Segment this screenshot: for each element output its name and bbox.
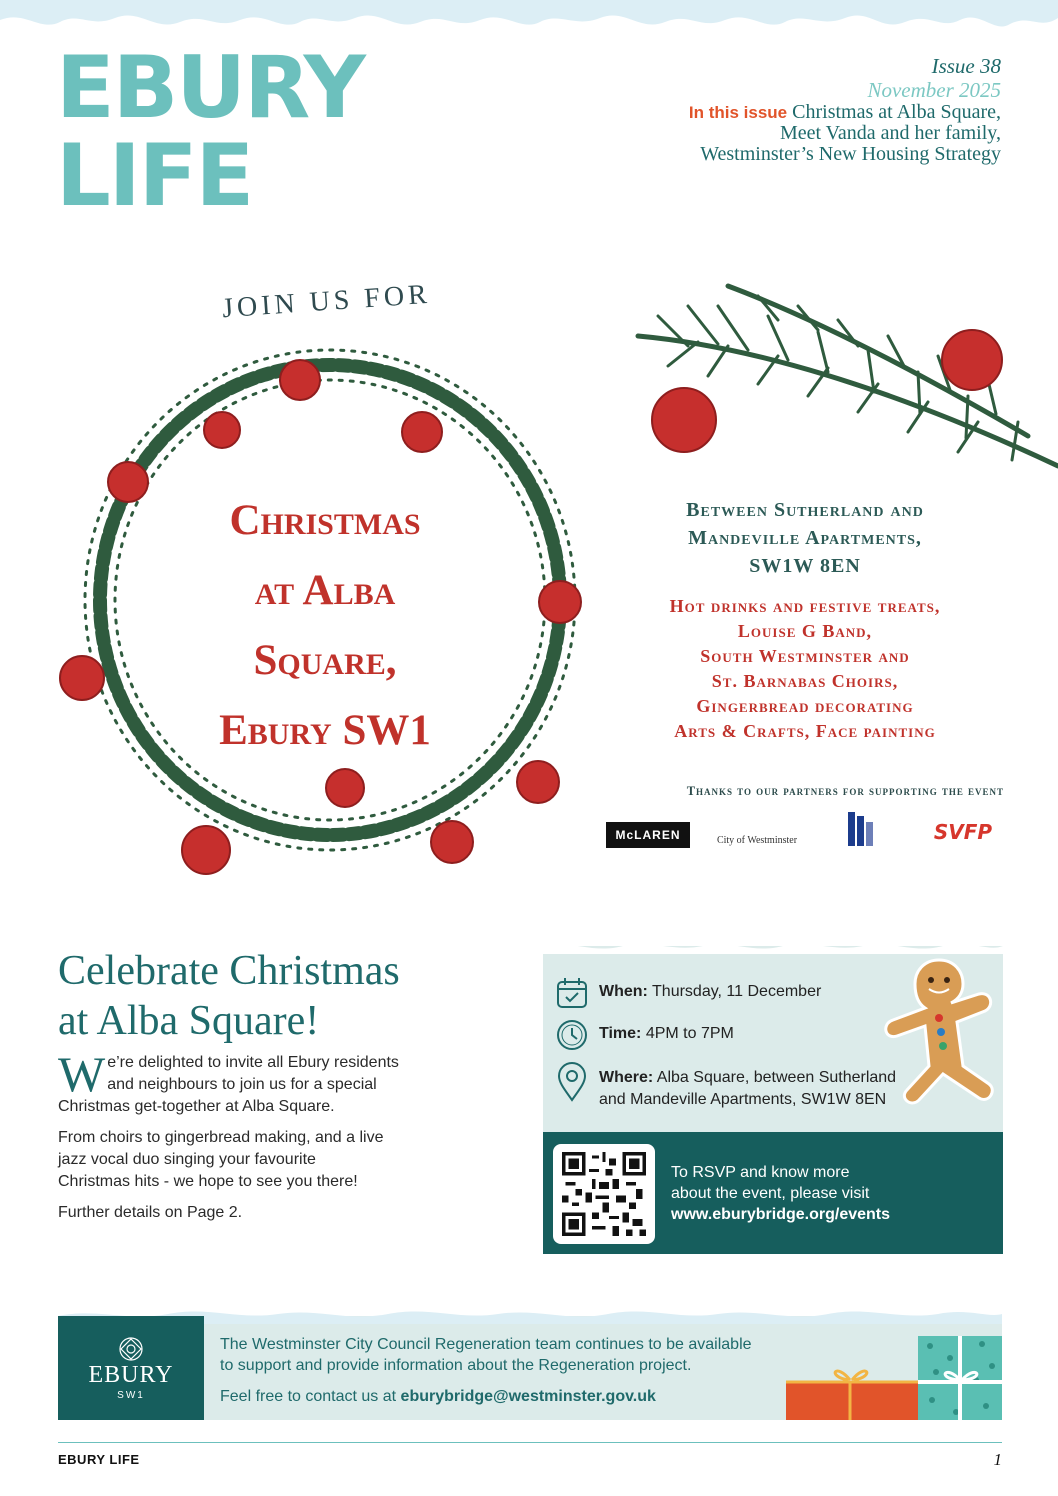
rsvp-text	[671, 1162, 890, 1225]
location-pin-icon	[555, 1062, 589, 1102]
location-line: SW1W 8EN	[749, 555, 861, 577]
article-paragraph: Further details on Page 2.	[58, 1204, 243, 1221]
page-number: 1	[993, 1450, 1002, 1469]
where-row	[555, 1062, 896, 1111]
in-this-issue-item: Westminster’s New Housing Strategy	[700, 143, 1001, 165]
when-label: When:	[599, 983, 648, 1000]
activities	[600, 594, 1010, 744]
article-heading-line: at Alba Square!	[58, 998, 320, 1044]
in-this-issue-item: Christmas at Alba Square,	[792, 101, 1001, 123]
footer-publication-title: EBURY LIFE	[58, 1452, 140, 1467]
issue-info	[481, 54, 1001, 165]
activity-line: Gingerbread decorating	[696, 696, 914, 716]
logo-sub: SW1	[117, 1390, 145, 1401]
issue-number: Issue 38	[931, 54, 1001, 78]
footer-line: to support and provide information about the Regeneration project.	[220, 1357, 692, 1374]
masthead	[56, 38, 476, 226]
join-us-heading: JOIN US FOR	[221, 278, 432, 325]
article-heading-line: Celebrate Christmas	[58, 948, 400, 994]
poster-title-line: at Alba	[254, 567, 396, 614]
in-this-issue	[481, 102, 1001, 123]
where-value: Alba Square, between Sutherland	[653, 1069, 897, 1086]
ebury-sw1-logo	[58, 1316, 204, 1420]
partners-thanks: Thanks to our partners for supporting the event	[686, 784, 1004, 798]
issue-date: November 2025	[867, 78, 1001, 102]
article-heading	[58, 946, 498, 1046]
activity-line: St. Barnabas Choirs,	[711, 671, 899, 691]
when-row	[555, 976, 821, 1010]
poster-title-line: Ebury SW1	[219, 707, 431, 754]
regeneration-footer	[58, 1316, 1002, 1420]
rsvp-link[interactable]: www.eburybridge.org/events	[671, 1206, 891, 1223]
rsvp-line: about the event, please visit	[671, 1185, 870, 1202]
masthead-line-1: EBURY	[56, 38, 364, 138]
calendar-icon	[555, 976, 589, 1010]
footer-line: The Westminster City Council Regeneration team continues to be available	[220, 1336, 752, 1353]
location-line: Between Sutherland and	[686, 499, 924, 521]
contact-line: Feel free to contact us at eburybridge@westminster.gov.uk	[220, 1388, 656, 1405]
footer-rule	[58, 1442, 1002, 1443]
in-this-issue-label: In this issue	[688, 103, 788, 122]
article-paragraph: We’re delighted to invite all Ebury residents and neighbours to join us for a special Christmas get-together at Alba Square.	[58, 1046, 399, 1115]
pine-branch-illustration	[628, 276, 1058, 496]
celebrate-article	[58, 946, 498, 1224]
westminster-logo: City of Westminster	[716, 834, 798, 846]
activity-line: South Westminster and	[700, 646, 910, 666]
contact-email-link[interactable]: eburybridge@westminster.gov.uk	[400, 1388, 656, 1405]
svfp-logo: SVFP	[933, 820, 993, 844]
qr-code[interactable]	[553, 1144, 655, 1244]
kendall-partner-logo	[820, 812, 900, 852]
article-paragraph: From choirs to gingerbread making, and a live jazz vocal duo singing your favourite Christmas hits - we hope to see you there!	[58, 1129, 384, 1190]
where-label: Where:	[599, 1069, 654, 1086]
in-this-issue-item: Meet Vanda and her family,	[779, 122, 1001, 144]
event-details-box	[543, 946, 1003, 1132]
poster-title-line: Christmas	[229, 497, 421, 544]
rsvp-box	[543, 1132, 1003, 1254]
time-row	[555, 1018, 734, 1052]
when-value: Thursday, 11 December	[647, 983, 822, 1000]
event-info	[600, 496, 1010, 744]
footer-text	[220, 1334, 800, 1407]
time-label: Time:	[599, 1025, 642, 1042]
snow-border-top	[0, 0, 1058, 40]
rsvp-line: To RSVP and know more	[671, 1164, 850, 1181]
clock-icon	[555, 1018, 589, 1052]
activity-line: Hot drinks and festive treats,	[669, 596, 941, 616]
location-line: Mandeville Apartments,	[688, 527, 922, 549]
masthead-line-2: LIFE	[56, 126, 253, 226]
activity-line: Louise G Band,	[737, 621, 873, 641]
activity-line: Arts & Crafts, Face painting	[674, 721, 936, 741]
gingerbread-man	[879, 956, 999, 1106]
where-value: and Mandeville Apartments, SW1W 8EN	[599, 1091, 887, 1108]
gift-boxes	[786, 1336, 1002, 1420]
poster-title	[140, 486, 510, 766]
partner-logos	[606, 812, 1006, 856]
time-value: 4PM to 7PM	[641, 1025, 734, 1042]
mclaren-logo: McLAREN	[606, 822, 690, 848]
poster-title-line: Square,	[253, 637, 397, 684]
ebury-emblem-icon	[116, 1334, 146, 1364]
drop-cap: W	[58, 1046, 106, 1102]
logo-name: EBURY	[88, 1362, 174, 1388]
